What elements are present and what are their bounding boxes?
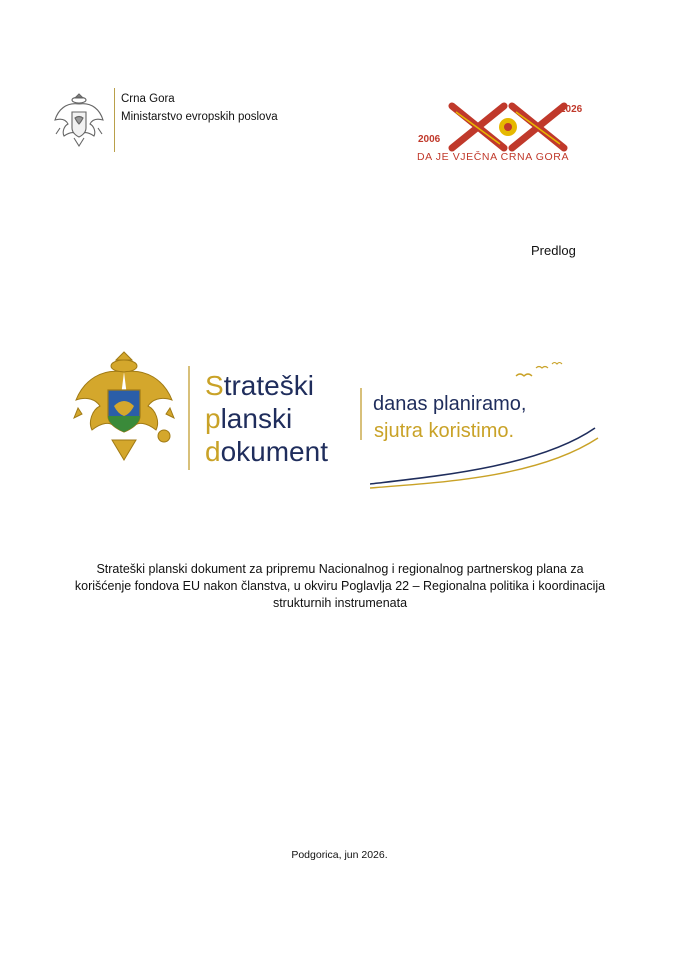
- strategic-plan-wordmark: [205, 369, 328, 468]
- golden-coat-of-arms-icon: [72, 350, 176, 472]
- place-and-date: Podgorica, jun 2026.: [291, 849, 388, 861]
- proposal-label: Predlog: [531, 243, 576, 258]
- wordmark-line: dokument: [205, 436, 328, 467]
- anniversary-slogan: DA JE VJEČNA CRNA GORA: [417, 151, 570, 163]
- title-line: korišćenje fondova EU nakon članstva, u okviru Poglavlja 22 – Regionalna politika i koordinacija: [74, 579, 606, 593]
- document-title: [40, 561, 640, 612]
- title-line: strukturnih instrumenata: [272, 596, 408, 610]
- montenegro-coat-of-arms-icon: [52, 88, 106, 152]
- banner-divider: [188, 366, 190, 470]
- banner-divider: [360, 388, 362, 440]
- wordmark-line: Strateški: [205, 370, 314, 401]
- title-line: Strateški planski dokument za pripremu Nacionalnog i regionalnog partnerskog plana za: [96, 562, 584, 576]
- header-divider: [114, 88, 115, 152]
- banner-slogan-line-1: danas planiramo,: [373, 393, 527, 415]
- anniversary-year-start: 2006: [418, 134, 441, 145]
- anniversary-year-end: 2026: [560, 104, 583, 115]
- country-name: Crna Gora: [121, 93, 175, 105]
- banner-slogan-line-2: sjutra koristimo.: [374, 420, 515, 442]
- wordmark-line: planski: [205, 403, 293, 434]
- ministry-name: Ministarstvo evropskih poslova: [121, 111, 278, 123]
